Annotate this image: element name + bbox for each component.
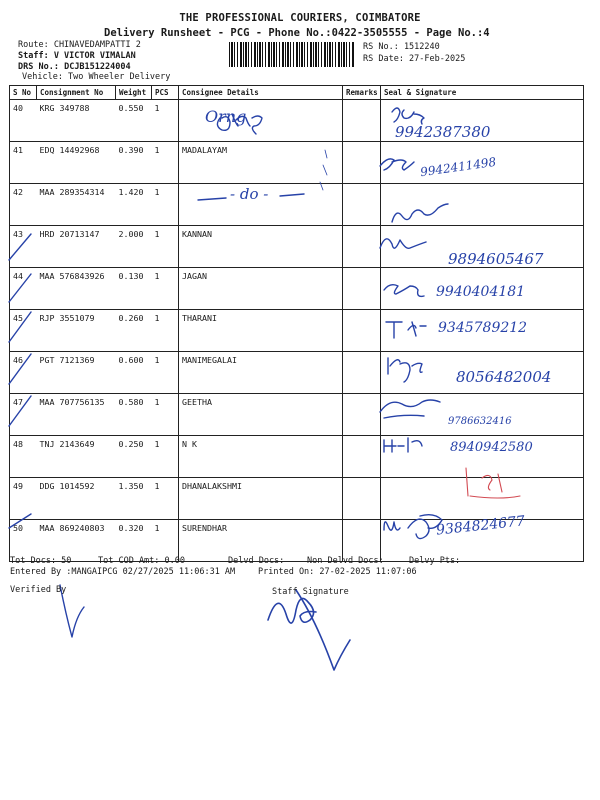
row-consignee: KANNAN	[179, 226, 343, 268]
handwritten-phone-46: 8056482004	[456, 368, 552, 386]
handwritten-consignee-42: - do -	[230, 185, 269, 203]
col-consignee: Consignee Details	[179, 86, 343, 100]
row-weight: 0.550	[116, 100, 152, 142]
table-row	[10, 478, 584, 520]
handwritten-phone-50: 9384824677	[435, 513, 526, 539]
handwritten-phone-41: 9942411498	[419, 154, 497, 180]
row-remarks	[343, 100, 381, 142]
handwritten-phone-48: 8940942580	[450, 440, 533, 455]
printed-on: Printed On: 27-02-2025 11:07:06	[258, 567, 417, 577]
row-sno: 43	[10, 226, 37, 268]
row-consignment-no: DDG 1014592	[37, 478, 116, 520]
row-weight: 0.390	[116, 142, 152, 184]
table-header-row	[10, 86, 584, 100]
row-pcs: 1	[152, 226, 179, 268]
entered-by: Entered By :MANGAIPCG 02/27/2025 11:06:31 AM	[10, 567, 236, 577]
row-remarks	[343, 478, 381, 520]
table-row	[10, 142, 584, 184]
row-signature	[381, 478, 584, 520]
row-consignment-no: RJP 3551079	[37, 310, 116, 352]
handwritten-phone-43: 9894605467	[448, 250, 544, 268]
row-consignee: JAGAN	[179, 268, 343, 310]
handwritten-consignee-40: Orng	[205, 107, 247, 126]
row-pcs: 1	[152, 100, 179, 142]
table-row	[10, 184, 584, 226]
row-consignee: SURENDHAR	[179, 520, 343, 562]
row-consignee: DHANALAKSHMI	[179, 478, 343, 520]
row-pcs: 1	[152, 268, 179, 310]
company-title: THE PROFESSIONAL COURIERS, COIMBATORE	[179, 12, 421, 24]
row-remarks	[343, 394, 381, 436]
handwritten-phone-45: 9345789212	[438, 320, 528, 336]
row-weight: 2.000	[116, 226, 152, 268]
row-weight: 0.580	[116, 394, 152, 436]
row-consignment-no: HRD 20713147	[37, 226, 116, 268]
row-remarks	[343, 142, 381, 184]
handwritten-phone-47: 9786632416	[448, 416, 512, 427]
row-weight: 1.420	[116, 184, 152, 226]
row-weight: 0.600	[116, 352, 152, 394]
table-row	[10, 100, 584, 142]
row-pcs: 1	[152, 142, 179, 184]
row-sno: 45	[10, 310, 37, 352]
drs-number	[18, 62, 131, 72]
row-weight: 0.250	[116, 436, 152, 478]
row-consignment-no: PGT 7121369	[37, 352, 116, 394]
row-sno: 44	[10, 268, 37, 310]
row-consignment-no: MAA 869240803	[37, 520, 116, 562]
row-sno: 40	[10, 100, 37, 142]
row-pcs: 1	[152, 184, 179, 226]
row-pcs: 1	[152, 436, 179, 478]
rs-number: RS No.: 1512240	[363, 42, 440, 52]
non-delvd-docs: Non Delvd Docs:	[307, 556, 384, 566]
row-consignment-no: MAA 707756135	[37, 394, 116, 436]
row-weight: 0.260	[116, 310, 152, 352]
row-pcs: 1	[152, 520, 179, 562]
row-weight: 0.130	[116, 268, 152, 310]
row-remarks	[343, 310, 381, 352]
row-pcs: 1	[152, 352, 179, 394]
runsheet-heading: Delivery Runsheet - PCG - Phone No.:0422-3505555 - Page No.:4	[104, 27, 490, 39]
row-sno: 41	[10, 142, 37, 184]
row-consignment-no: KRG 349788	[37, 100, 116, 142]
row-remarks	[343, 184, 381, 226]
barcode	[229, 42, 355, 67]
row-sno: 50	[10, 520, 37, 562]
row-sno: 47	[10, 394, 37, 436]
tot-cod: Tot COD Amt: 0.00	[98, 556, 185, 566]
row-consignment-no: TNJ 2143649	[37, 436, 116, 478]
rs-date: RS Date: 27-Feb-2025	[363, 54, 466, 64]
row-weight: 1.350	[116, 478, 152, 520]
handwritten-phone-44: 9940404181	[436, 284, 526, 300]
row-weight: 0.320	[116, 520, 152, 562]
row-consignee	[179, 100, 343, 142]
row-consignee: MANIMEGALAI	[179, 352, 343, 394]
row-consignment-no: MAA 576843926	[37, 268, 116, 310]
row-consignee: THARANI	[179, 310, 343, 352]
row-sno: 46	[10, 352, 37, 394]
row-consignee: GEETHA	[179, 394, 343, 436]
staff-label: Staff: V VICTOR VIMALAN	[18, 51, 136, 61]
vehicle-label: Vehicle: Two Wheeler Delivery	[22, 72, 171, 82]
row-consignee: MADALAYAM	[179, 142, 343, 184]
col-weight: Weight	[116, 86, 152, 100]
col-sno: S No	[10, 86, 37, 100]
table-row	[10, 394, 584, 436]
row-remarks	[343, 268, 381, 310]
staff-signature-label: Staff Signature	[272, 587, 349, 597]
row-consignee: N K	[179, 436, 343, 478]
row-pcs: 1	[152, 394, 179, 436]
row-pcs: 1	[152, 478, 179, 520]
route-label: Route: CHINAVEDAMPATTI 2	[18, 40, 141, 50]
col-signature: Seal & Signature	[381, 86, 584, 100]
verified-by-label: Verified By	[10, 585, 67, 595]
row-signature	[381, 394, 584, 436]
col-pcs: PCS	[152, 86, 179, 100]
delvd-docs: Delvd Docs:	[228, 556, 285, 566]
row-remarks	[343, 226, 381, 268]
row-signature	[381, 184, 584, 226]
row-sno: 42	[10, 184, 37, 226]
row-remarks	[343, 436, 381, 478]
row-sno: 48	[10, 436, 37, 478]
tot-docs: Tot Docs: 50	[10, 556, 72, 566]
staff-signature	[268, 590, 350, 670]
col-consignment: Consignment No	[37, 86, 116, 100]
col-remarks: Remarks	[343, 86, 381, 100]
row-consignment-no: EDQ 14492968	[37, 142, 116, 184]
row-remarks	[343, 352, 381, 394]
row-pcs: 1	[152, 310, 179, 352]
row-sno: 49	[10, 478, 37, 520]
row-consignment-no: MAA 289354314	[37, 184, 116, 226]
drs-value: DCJB151224004	[64, 62, 131, 72]
handwritten-phone-40: 9942387380	[395, 123, 491, 141]
delvy-pts: Delvy Pts:	[409, 556, 461, 566]
drs-label: DRS No.:	[18, 62, 59, 72]
